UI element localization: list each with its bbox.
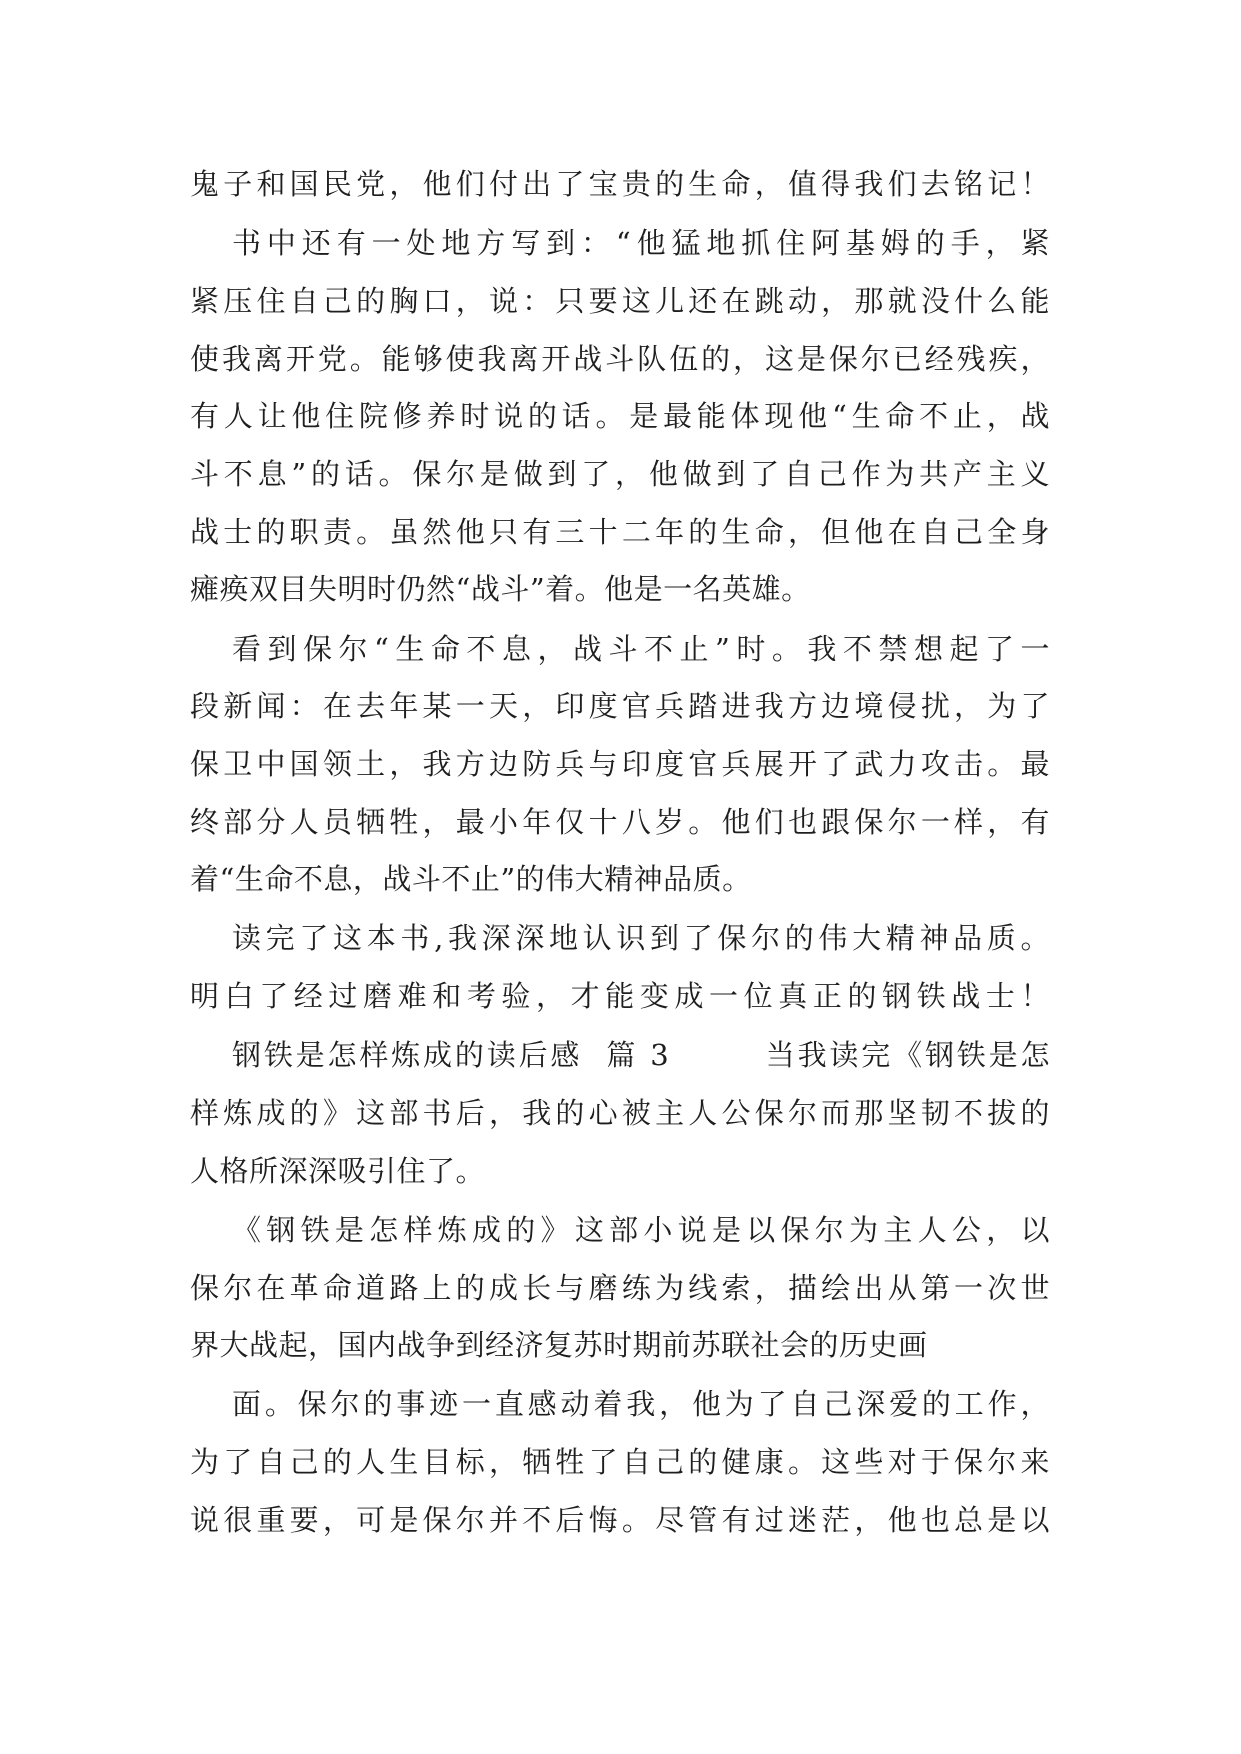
paragraph <box>190 910 1050 1025</box>
text-line: 明白了经过磨难和考验，才能变成一位真正的钢铁战士！ <box>190 979 1050 1014</box>
text-line: 斗不息”的话。保尔是做到了，他做到了自己作为共产主义 <box>190 456 1050 491</box>
text-line: 战士的职责。虽然他只有三十二年的生命，但他在自己全身 <box>190 514 1050 549</box>
text-line: 终部分人员牺牲，最小年仅十八岁。他们也跟保尔一样，有 <box>190 804 1050 839</box>
text-line: 样炼成的》这部书后，我的心被主人公保尔而那坚韧不拔的 <box>190 1096 1050 1130</box>
text-line: 有人让他住院修养时说的话。是最能体现他“生命不止，战 <box>190 399 1050 434</box>
text-line: 面。保尔的事迹一直感动着我，他为了自己深爱的工作， <box>232 1387 1050 1422</box>
text-line: 看到保尔“生命不息，战斗不止”时。我不禁想起了一 <box>232 631 1050 666</box>
paragraph <box>190 621 1050 909</box>
text-line: 鬼子和国民党，他们付出了宝贵的生命，值得我们去铭记！ <box>190 167 1050 201</box>
text-line: 段新闻：在去年某一天，印度官兵踏进我方边境侵扰，为了 <box>190 689 1050 724</box>
paragraph <box>190 1202 1050 1375</box>
paragraph <box>190 215 1050 619</box>
text-line: 瘫痪双目失明时仍然“战斗”着。他是一名英雄。 <box>190 572 811 607</box>
text-line: 读完了这本书,我深深地认识到了保尔的伟大精神品质。 <box>232 921 1050 956</box>
text-line: 书中还有一处地方写到：“他猛地抓住阿基姆的手，紧 <box>232 226 1050 261</box>
text-line: 保尔在革命道路上的成长与磨练为线索，描绘出从第一次世 <box>190 1270 1050 1305</box>
text-line: 为了自己的人生目标，牺牲了自己的健康。这些对于保尔来 <box>190 1445 1050 1480</box>
text-line: 使我离开党。能够使我离开战斗队伍的，这是保尔已经残疾， <box>190 341 1050 376</box>
text-line: 着“生命不息，战斗不止”的伟大精神品质。 <box>190 862 752 897</box>
paragraph <box>190 1376 1050 1549</box>
text-line: 紧压住自己的胸口，说：只要这儿还在跳动，那就没什么能 <box>190 283 1050 318</box>
text-line: 界大战起，国内战争到经济复苏时期前苏联社会的历史画 <box>190 1328 928 1363</box>
section-heading-line: 钢铁是怎样炼成的读后感 篇 3 当我读完《钢铁是怎 <box>232 1038 1050 1073</box>
document-body <box>190 156 1050 1550</box>
text-line: 说很重要，可是保尔并不后悔。尽管有过迷茫，他也总是以 <box>190 1502 1050 1537</box>
text-line: 人格所深深吸引住了。 <box>190 1153 486 1188</box>
text-line: 《钢铁是怎样炼成的》这部小说是以保尔为主人公，以 <box>232 1212 1050 1247</box>
paragraph <box>190 156 1050 214</box>
paragraph <box>190 1027 1050 1200</box>
text-line: 保卫中国领土，我方边防兵与印度官兵展开了武力攻击。最 <box>190 746 1050 781</box>
